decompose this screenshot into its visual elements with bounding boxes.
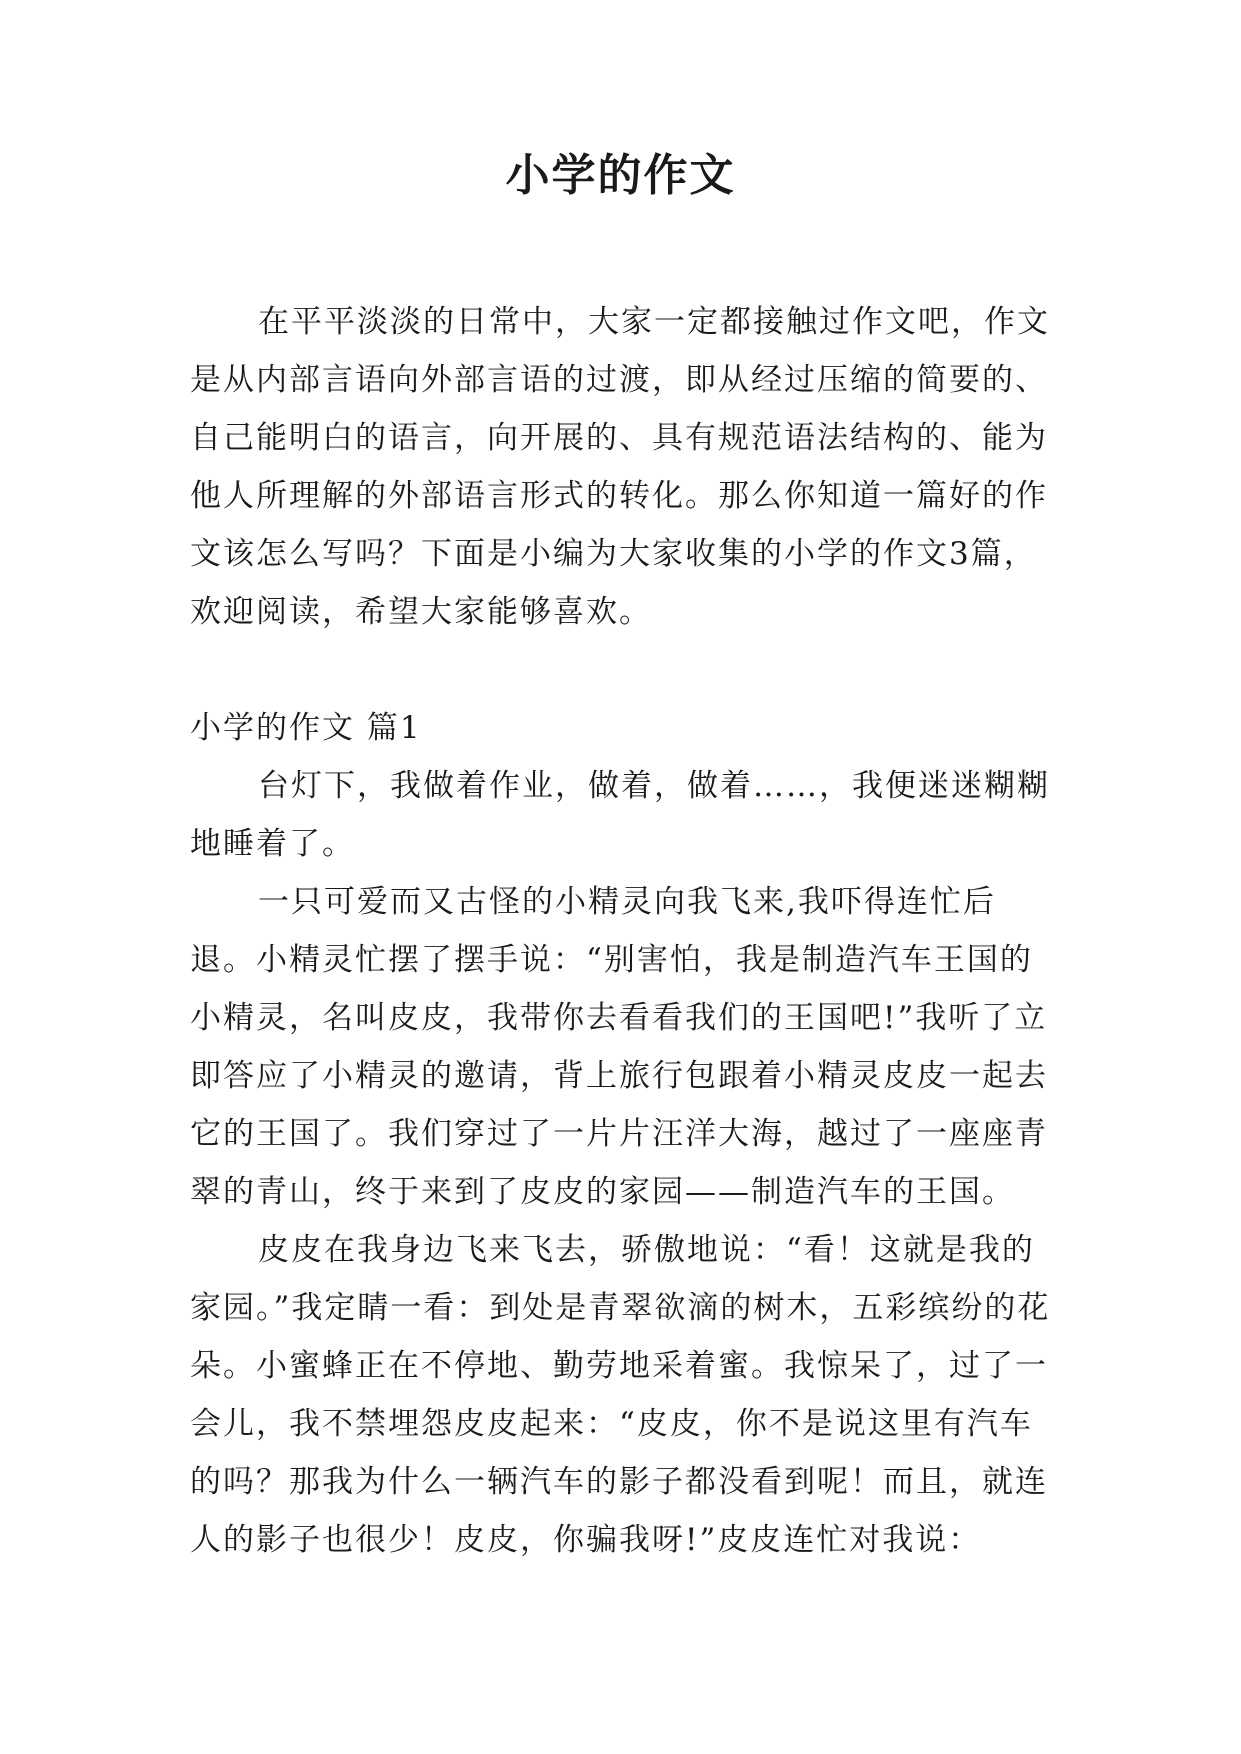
document-body [190,293,1058,1569]
section-heading: 小学的作文 篇1 [190,710,422,746]
paragraph-3: 皮皮在我身边飞来飞去，骄傲地说：“看！这就是我的家园。”我定睛一看：到处是青翠欲滴的树木，五彩缤纷的花朵。小蜜蜂正在不停地、勤劳地采着蜜。我惊呆了，过了一会儿，我不禁埋怨皮皮起来：“皮皮，你不是说这里有汽车的吗？那我为什么一辆汽车的影子都没看到呢！而且，就连人的影子也很少！皮皮，你骗我呀!”皮皮连忙对我说： [190,1232,1051,1558]
intro-paragraph: 在平平淡淡的日常中，大家一定都接触过作文吧，作文是从内部言语向外部言语的过渡，即从经过压缩的简要的、自己能明白的语言，向开展的、具有规范语法结构的、能为他人所理解的外部语言形式的转化。那么你知道一篇好的作文该怎么写吗？下面是小编为大家收集的小学的作文3篇，欢迎阅读，希望大家能够喜欢。 [190,304,1050,630]
paragraph-1: 台灯下，我做着作业，做着，做着……，我便迷迷糊糊地睡着了。 [190,768,1050,862]
document-title: 小学的作文 [505,150,736,201]
paragraph-gap [190,641,1058,699]
paragraph-2: 一只可爱而又古怪的小精灵向我飞来,我吓得连忙后退。小精灵忙摆了摆手说：“别害怕，我是制造汽车王国的小精灵，名叫皮皮，我带你去看看我们的王国吧!”我听了立即答应了小精灵的邀请，背上旅行包跟着小精灵皮皮一起去它的王国了。我们穿过了一片片汪洋大海，越过了一座座青翠的青山，终于来到了皮皮的家园——制造汽车的王国。 [190,884,1048,1210]
